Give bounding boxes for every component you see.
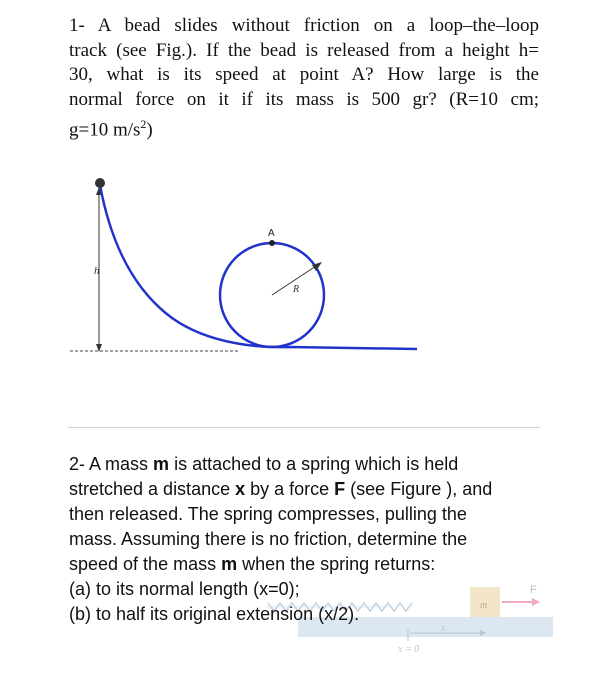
section-divider — [68, 427, 540, 428]
point-a-label: A — [268, 228, 275, 239]
question-2-part-a: (a) to its normal length (x=0); — [69, 579, 300, 599]
question-1-line: normal force on it if its mass is 500 gr? (R=10 cm; — [69, 88, 539, 110]
gravity-value: g=10 m/s — [69, 119, 141, 141]
question-2-line: then released. The spring compresses, pulling the — [69, 504, 467, 524]
text-fragment: by a force — [245, 479, 335, 499]
height-label: h — [94, 265, 100, 277]
question-1-line: track (see Fig.). If the bead is released from a height h= — [69, 39, 539, 61]
radius-label: R — [293, 284, 300, 295]
force-symbol: F — [334, 479, 346, 499]
point-a-marker — [269, 240, 275, 246]
text-fragment: 2- A mass — [69, 454, 154, 474]
force-label: F — [530, 584, 537, 596]
loop-the-loop-figure — [60, 165, 430, 365]
text-fragment: is attached to a spring which is held — [169, 454, 459, 474]
displacement-label: x — [441, 623, 446, 634]
text-fragment: (see Figure ), and — [345, 479, 493, 499]
question-1-line: 1- A bead slides without friction on a loop–the–loop — [69, 15, 539, 36]
question-1-line — [69, 112, 539, 143]
text-fragment: when the spring returns: — [237, 554, 436, 574]
mass-label: m — [480, 600, 488, 611]
bead — [95, 178, 105, 188]
text-fragment: speed of the mass — [69, 554, 222, 574]
question-2-line — [69, 477, 539, 502]
gravity-exponent: 2 — [140, 117, 147, 131]
text-fragment: stretched a distance — [69, 479, 236, 499]
closing-paren: ) — [146, 119, 153, 141]
question-2-text — [69, 452, 539, 627]
question-2-line — [69, 452, 539, 477]
origin-label: x = 0 — [398, 644, 420, 655]
question-1-text — [69, 14, 539, 143]
distance-symbol: x — [235, 479, 246, 499]
question-2-line — [69, 552, 539, 577]
track — [100, 185, 417, 349]
question-2-line: mass. Assuming there is no friction, determine the — [69, 529, 468, 549]
question-1-line: 30, what is its speed at point A? How large is the — [69, 64, 539, 85]
question-2-part-b: (b) to half its original extension (x/2). — [69, 604, 360, 624]
mass-symbol: m — [153, 454, 170, 474]
mass-symbol: m — [221, 554, 238, 574]
